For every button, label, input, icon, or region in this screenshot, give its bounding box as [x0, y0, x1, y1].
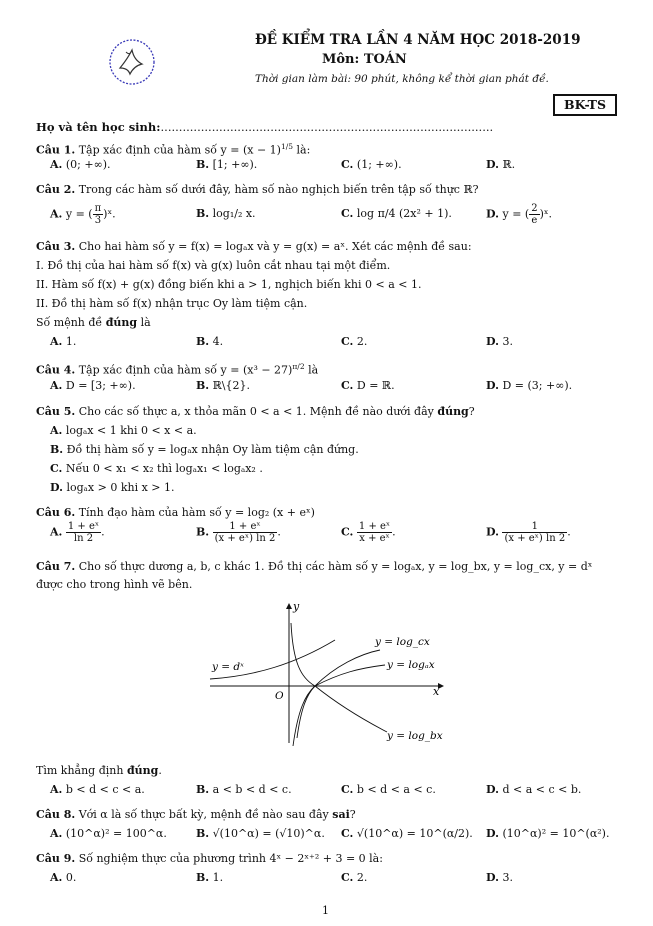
q6-option-a[interactable]: A. $\frac{\text{1 + eˣ}}{\ln 2}$ . [50, 521, 105, 544]
school-logo-icon [108, 38, 156, 86]
q5-option-d[interactable]: D. logₐx > 0 khi x > 1. [50, 481, 175, 494]
q3-statement-1: I. Đồ thị của hai hàm số f(x) và g(x) luôn cắt nhau tại một điểm. [36, 259, 391, 272]
q7-option-a[interactable]: A. b < d < c < a. [50, 783, 145, 796]
question-8: Câu 8. Với α là số thực bất kỳ, mệnh đề nào sau đây sai? [36, 808, 356, 821]
exponent: 1/5 [280, 142, 294, 151]
student-name-label: Họ và tên học sinh: [36, 120, 161, 134]
student-name-line [36, 120, 493, 134]
q9-option-c[interactable]: C. 2. [341, 871, 368, 884]
question-text: Trong các hàm số dưới đây, hàm số nào nghịch biến trên tập số thực ℝ? [78, 183, 479, 196]
q8-option-d[interactable]: D. (10^α)² = 10^(α²). [486, 827, 610, 840]
q8-option-b[interactable]: B. √(10^α) = (√10)^α. [196, 827, 325, 840]
exam-title: ĐỀ KIỂM TRA LẦN 4 NĂM HỌC 2018-2019 [255, 32, 581, 48]
q6-option-c[interactable]: C. $\frac{\text{1 + eˣ}}{\text{x + eˣ}}$ . [341, 521, 396, 544]
q7-option-d[interactable]: D. d < a < c < b. [486, 783, 582, 796]
q8-option-c[interactable]: C. √(10^α) = 10^(α/2). [341, 827, 473, 840]
q9-option-b[interactable]: B. 1. [196, 871, 224, 884]
q9-option-d[interactable]: D. 3. [486, 871, 513, 884]
q2-option-c[interactable]: C. log π/4 (2x² + 1). [341, 207, 452, 220]
q7-ask: Tìm khẳng định đúng. [36, 764, 162, 777]
q5-option-a[interactable]: A. logₐx < 1 khi 0 < x < a. [50, 424, 197, 437]
exam-time: Thời gian làm bài: 90 phút, không kể thời gian phát đề. [255, 73, 549, 85]
q6-option-d[interactable]: D. $\frac{1}{\text{(x + eˣ) ln 2}}$ . [486, 521, 571, 544]
question-2: Câu 2. Trong các hàm số dưới đây, hàm số nào nghịch biến trên tập số thực ℝ? [36, 183, 479, 196]
origin-label: O [275, 690, 284, 702]
label-logb: y = log_bx [387, 730, 443, 742]
q3-option-c[interactable]: C. 2. [341, 335, 368, 348]
q3-statement-2: II. Hàm số f(x) + g(x) đồng biến khi a > 1, nghịch biến khi 0 < a < 1. [36, 278, 422, 291]
q1-option-b[interactable]: B. [1; +∞). [196, 158, 258, 171]
q3-ask: Số mệnh đề đúng là [36, 316, 151, 329]
x-axis-label: x [433, 685, 440, 698]
q5-option-b[interactable]: B. Đồ thị hàm số y = logₐx nhận Oy làm tiệm cận đứng. [50, 443, 359, 456]
label-loga: y = logₐx [387, 659, 435, 671]
q8-option-a[interactable]: A. (10^α)² = 100^α. [50, 827, 167, 840]
label-dx: y = dˣ [212, 661, 244, 673]
q7-text-2: được cho trong hình vẽ bên. [36, 578, 193, 591]
q7-option-b[interactable]: B. a < b < d < c. [196, 783, 292, 796]
q1-option-d[interactable]: D. ℝ. [486, 158, 516, 171]
exam-subject: Môn: TOÁN [322, 52, 407, 67]
q2-option-d[interactable]: D. y = ( $\frac{2}{e}$ )ˣ. [486, 203, 553, 226]
question-1 [36, 140, 310, 158]
curve-logc [293, 650, 380, 746]
q9-option-a[interactable]: A. 0. [50, 871, 77, 884]
y-axis-label: y [293, 600, 300, 613]
curve-logb [291, 623, 387, 732]
curve-dx [210, 640, 335, 679]
question-7: Câu 7. Cho số thực dương a, b, c khác 1. Đồ thị các hàm số y = logₐx, y = log_bx, y = log_cx, y = dˣ [36, 560, 593, 573]
question-9: Câu 9. Số nghiệm thực của phương trình 4ˣ − 2ˣ⁺² + 3 = 0 là: [36, 852, 383, 865]
q3-statement-3: II. Đồ thị hàm số f(x) nhận trục Oy làm tiệm cận. [36, 297, 308, 310]
question-text: Tập xác định của hàm số y = (x − 1) [78, 143, 281, 157]
q3-option-b[interactable]: B. 4. [196, 335, 224, 348]
q3-option-a[interactable]: A. 1. [50, 335, 77, 348]
exam-code-badge: BK-TS [553, 94, 617, 116]
q6-option-b[interactable]: B. $\frac{\text{1 + eˣ}}{\text{(x + eˣ) ln 2}}$ . [196, 521, 281, 544]
student-name-dots: ........................................................................................... [160, 120, 494, 134]
q2-option-a[interactable]: A. y = ( $\frac{\pi}{3}$ )ˣ. [50, 203, 116, 226]
curve-loga [297, 665, 385, 738]
q4-option-c[interactable]: C. D = ℝ. [341, 379, 395, 392]
question-6: Câu 6. Tính đạo hàm của hàm số y = log₂ (x + eˣ) [36, 506, 315, 519]
question-4: Câu 4. Tập xác định của hàm số $y = (x^3 - 27)^{\pi/2}$ là [36, 362, 319, 377]
question-number: Câu 1. [36, 143, 76, 157]
q4-option-a[interactable]: A. D = [3; +∞). [50, 379, 136, 392]
q1-option-c[interactable]: C. (1; +∞). [341, 158, 402, 171]
q1-option-a[interactable]: A. (0; +∞). [50, 158, 111, 171]
question-5: Câu 5. Cho các số thực a, x thỏa mãn 0 < a < 1. Mệnh đề nào dưới đây đúng? [36, 405, 475, 418]
q7-option-c[interactable]: C. b < d < a < c. [341, 783, 436, 796]
q2-option-b[interactable]: B. log₁/₂ x. [196, 207, 256, 220]
question-text-tail: là: [293, 143, 311, 157]
q3-option-d[interactable]: D. 3. [486, 335, 513, 348]
q7-graph [205, 598, 450, 748]
question-3: Câu 3. Cho hai hàm số y = f(x) = logₐx và y = g(x) = aˣ. Xét các mệnh đề sau: [36, 240, 472, 253]
page-number: 1 [322, 904, 329, 917]
q5-option-c[interactable]: C. Nếu 0 < x₁ < x₂ thì logₐx₁ < logₐx₂ . [50, 462, 263, 475]
label-logc: y = log_cx [375, 636, 430, 648]
q4-option-d[interactable]: D. D = (3; +∞). [486, 379, 573, 392]
q4-option-b[interactable]: B. ℝ\{2}. [196, 379, 250, 392]
